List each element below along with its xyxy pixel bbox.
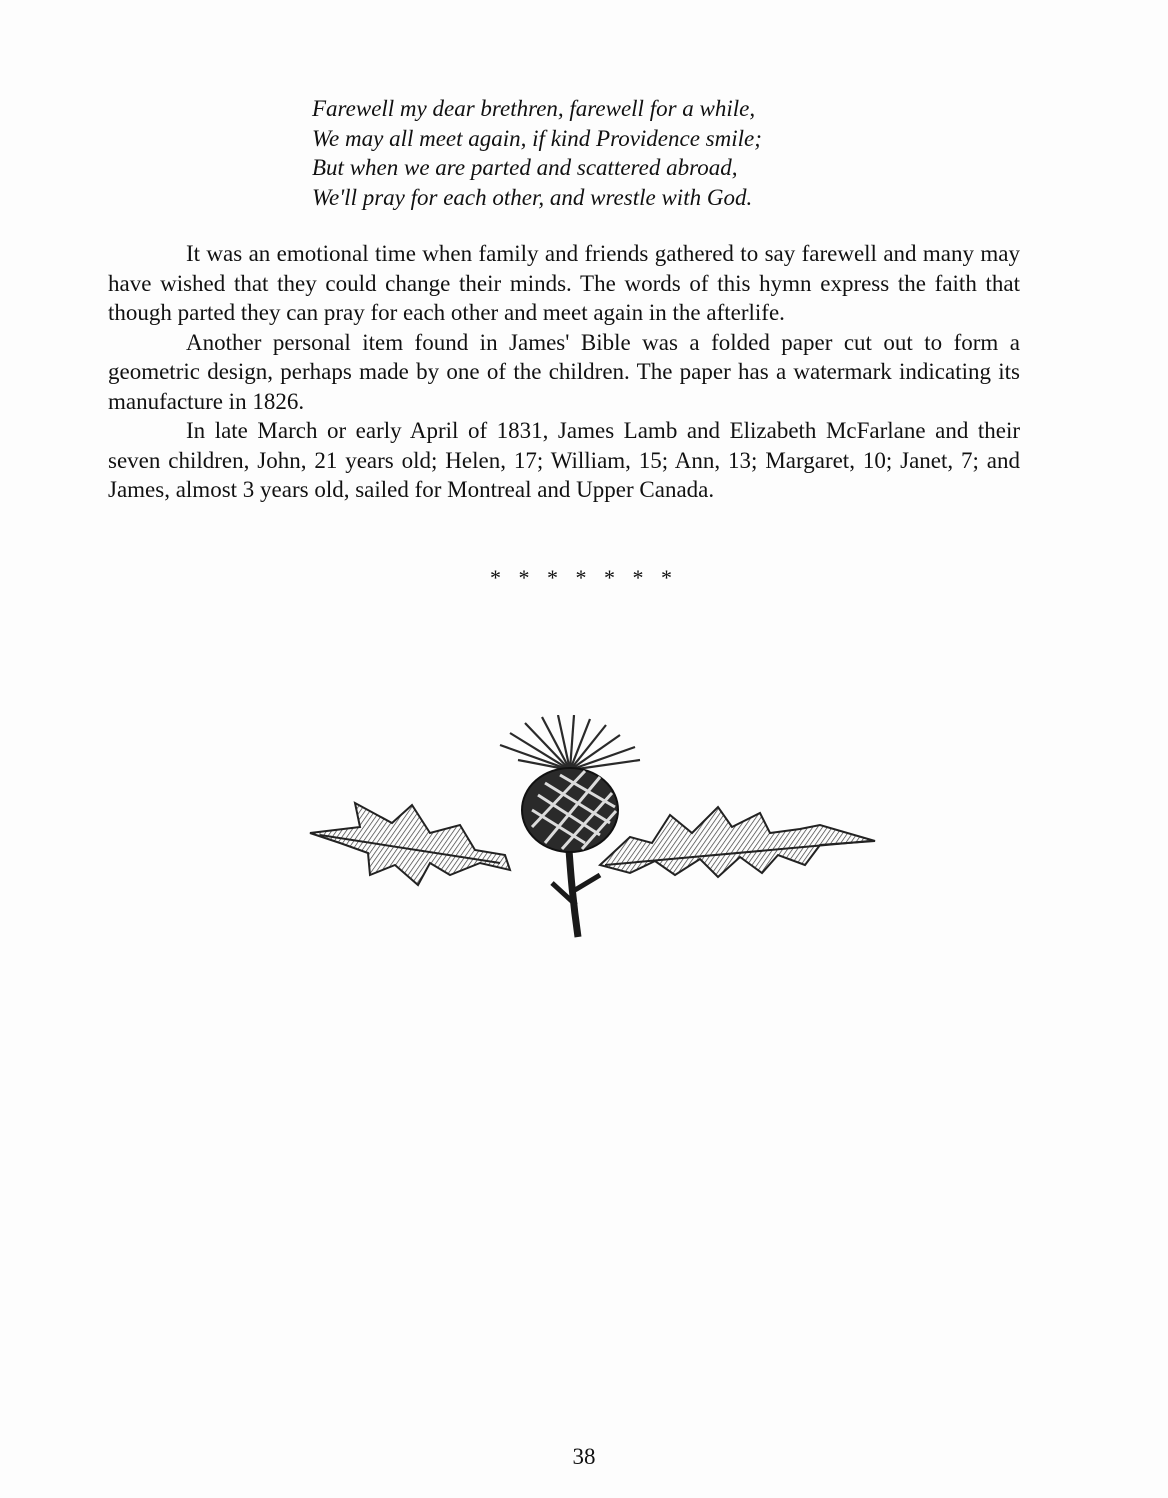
hymn-line-2: We may all meet again, if kind Providence smile; bbox=[312, 125, 762, 151]
body-text bbox=[108, 239, 1020, 505]
paragraph-departure: In late March or early April of 1831, James Lamb and Elizabeth McFarlane and their seven children, John, 21 years old; Helen, 17; William, 15; Ann, 13; Margaret, 10; Janet, 7; and James, almost 3 years old, sailed for Montreal and Upper Canada. bbox=[108, 418, 1020, 502]
hymn-line-4: We'll pray for each other, and wrestle with God. bbox=[312, 184, 753, 210]
hymn-verse bbox=[312, 94, 932, 212]
paragraph-bible-item: Another personal item found in James' Bible was a folded paper cut out to form a geometric design, perhaps made by one of the children. The paper has a watermark indicating its manufacture in 1826. bbox=[108, 329, 1020, 414]
page-number: 38 bbox=[572, 1444, 596, 1469]
thistle-icon bbox=[300, 715, 880, 945]
hymn-line-1: Farewell my dear brethren, farewell for a while, bbox=[312, 96, 756, 121]
paragraph-farewell: It was an emotional time when family and friends gathered to say farewell and many may have wished that they could change their minds. The words of this hymn express the faith that though parted they can pray for each other and meet again in the afterlife. bbox=[108, 241, 1020, 325]
section-separator: * * * * * * * bbox=[490, 565, 678, 590]
hymn-line-3: But when we are parted and scattered abroad, bbox=[312, 155, 738, 180]
